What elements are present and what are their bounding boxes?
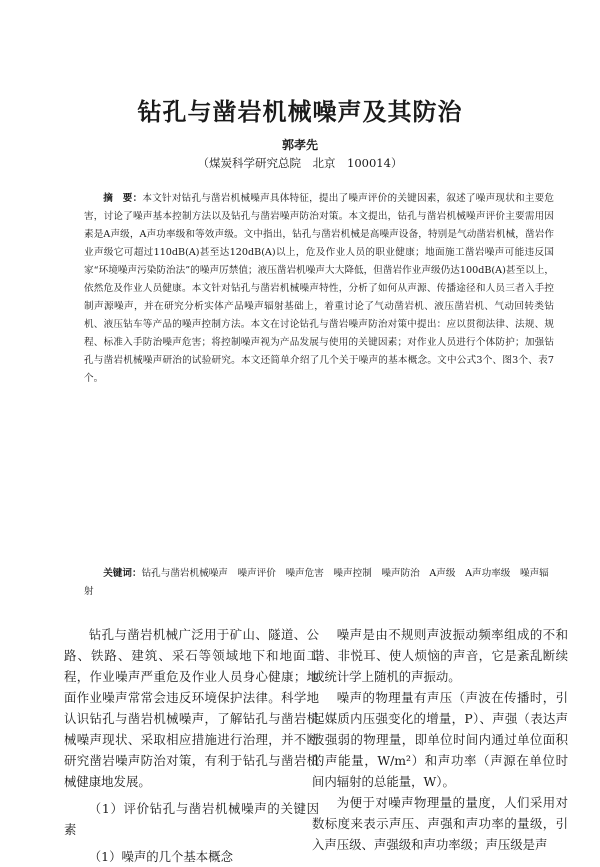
author-name: 郭孝先 [281, 138, 318, 152]
abstract-text: 本文针对钻孔与凿岩机械噪声具体特征，提出了噪声评价的关键因素，叙述了噪声现状和主要危害，讨论了噪声基本控制方法以及钻孔与凿岩噪声防治对策。本文提出，钻孔与凿岩机械噪声评价主要需用因素是A声级，A声功率级和等效声级。文中指出，钻孔与凿岩机械是高噪声设备，特别是气动凿岩机械，凿岩作业声级它可超过110dB(A)甚至达120dB(A)以上，危及作业人员的职业健康；地面施工凿岩噪声可能违反国家“环境噪声污染防治法”的噪声厉禁值；液压凿岩机噪声大大降低，但凿岩作业声级仍达100dB(A)甚至以上，依然危及作业人员健康。本文针对钻孔与凿岩机械噪声特性，分析了如何从声源、传播途径和人员三者入手控制声源噪声，并在研究分析实体产品噪声辐射基础上，着重讨论了气动凿岩机、液压凿岩机、气动回转类钻机、液压钻车等产品的噪声控制方法。本文在讨论钻孔与凿岩噪声防治对策中提出：应以贯彻法律、法规、规程、标准入手防治噪声危害；将控制噪声视为产品发展与使用的关键因素；对作业人员进行个体防护；加强钻孔与凿岩机械噪声研治的试验研究。本文还简单介绍了几个关于噪声的基本概念。文中公式3个、图3个、表7个。 [84, 193, 555, 384]
abstract-block [84, 190, 554, 388]
noise-physics-paragraph: 噪声的物理量有声压（声波在传播时，引起媒质内压强变化的增量，P）、声强（表达声波强弱的物理量，即单位时间内通过单位面积的声能量，W/m²）和声功率（声源在单位时间内辐射的总能量，W）。 [312, 690, 568, 789]
body-right-column [312, 624, 568, 855]
keywords-block [84, 565, 554, 601]
intro-paragraph: 钻孔与凿岩机械广泛用于矿山、隧道、公路、铁路、建筑、采石等领域地下和地面工程，作业噪声严重危及作业人员身心健康；地面作业噪声常常会违反环境保护法律。科学地认识钻孔与凿岩机械噪声，了解钻孔与凿岩机械噪声现状、采取相应措施进行治理，并不断研究凿岩噪声防治对策，有利于钻孔与凿岩机械健康地发展。 [64, 627, 319, 789]
abstract-paragraph [84, 190, 554, 388]
keywords-text: 钻孔与凿岩机械噪声 噪声评价 噪声危害 噪声控制 噪声防治 A声级 A声功率级 噪声辐射 [84, 568, 549, 597]
section-heading-1: （1）评价钻孔与凿岩机械噪声的关键因素 [64, 801, 319, 837]
body-left-column [64, 624, 319, 867]
keywords-label: 关键词： [103, 568, 142, 579]
subsection-heading-1: （1）噪声的几个基本概念 [88, 849, 233, 864]
noise-definition-paragraph: 噪声是由不规则声波振动频率组成的不和谐、非悦耳、使人烦恼的声音，它是紊乱断续或统计学上随机的声振动。 [312, 627, 568, 684]
paper-title: 钻孔与凿岩机械噪声及其防治 [137, 98, 463, 126]
author-affiliation: （煤炭科学研究总院 北京 100014） [197, 156, 403, 170]
noise-level-paragraph: 为便于对噪声物理量的量度，人们采用对数标度来表示声压、声强和声功率的量级，引入声压级、声强级和声功率级；声压级是声 [312, 795, 568, 852]
abstract-label: 摘 要： [103, 193, 143, 204]
